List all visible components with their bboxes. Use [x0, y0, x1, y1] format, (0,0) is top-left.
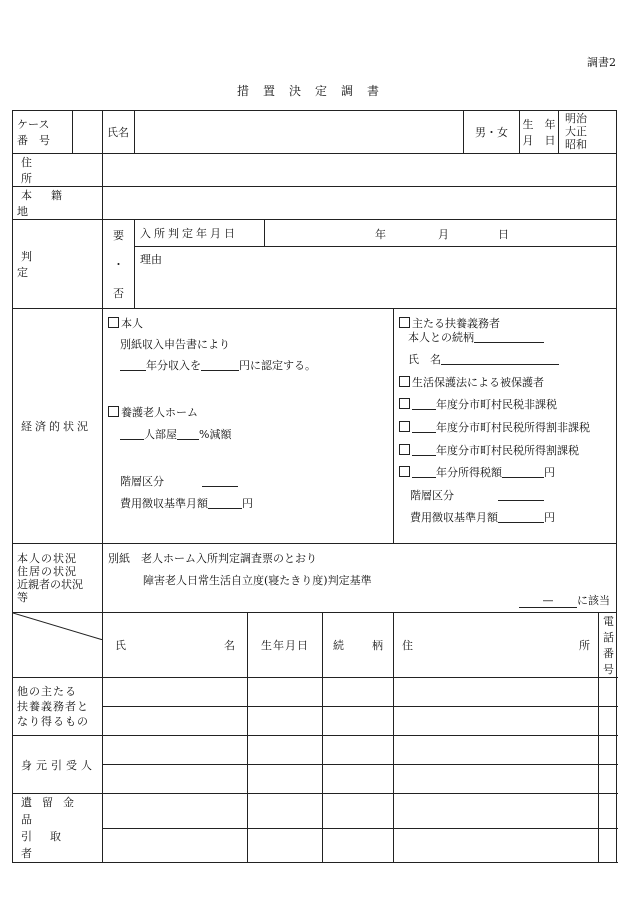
supporter-label: 主たる扶養義務者: [412, 317, 500, 330]
col-name-b: 名: [224, 639, 235, 652]
name-label: 氏名: [107, 126, 129, 139]
status-grade-blank[interactable]: [519, 595, 577, 608]
guarantor-label-cell: [13, 736, 103, 794]
tax1-checkbox[interactable]: [399, 398, 410, 409]
effects-birth-field-1[interactable]: [248, 794, 323, 829]
entry-day-unit: 日: [498, 228, 509, 241]
tax4-checkbox[interactable]: [399, 466, 410, 477]
guarantor-phone-field-2[interactable]: [599, 765, 617, 794]
fee-blank-left[interactable]: [208, 496, 242, 509]
guarantor-birth-field-1[interactable]: [248, 736, 323, 765]
guarantor-phone-field-1[interactable]: [599, 736, 617, 765]
entry-date-label: 入所判定年月日: [135, 220, 265, 246]
col-relation-a: 続: [333, 639, 344, 652]
decision-form-table: [12, 110, 617, 863]
welfare-checkbox[interactable]: [399, 376, 410, 387]
domicile-label-cell: [13, 187, 103, 220]
gender-field[interactable]: [464, 111, 520, 154]
income-amount-blank[interactable]: [201, 358, 239, 371]
tier-label-right: 階層区分: [410, 489, 454, 502]
others-label-cell: [13, 678, 103, 736]
income-line: [120, 357, 316, 373]
case-number-label-top: ケース: [17, 118, 50, 131]
guarantor-relation-field-2[interactable]: [323, 765, 394, 794]
effects-address-field-2[interactable]: [394, 828, 599, 863]
judgment-detail-cell: [135, 220, 617, 309]
case-number-label-bottom: 番 号: [17, 134, 50, 147]
yes-option: 要: [113, 228, 124, 242]
guarantor-label: 身元引受人: [21, 758, 96, 772]
home-option[interactable]: [108, 404, 198, 420]
domicile-label: 本籍地: [17, 189, 81, 218]
fee-blank-right[interactable]: [498, 510, 544, 523]
others-name-field-2[interactable]: [103, 707, 248, 736]
tax3-label: 年度分市町村民税所得割課税: [436, 444, 579, 457]
income-text-a: 年分収入を: [146, 359, 201, 372]
tax4-year-blank[interactable]: [412, 465, 436, 478]
era-meiji: 明治: [565, 112, 587, 125]
status-label-line4: 等: [17, 591, 28, 604]
status-line2: 障害老人日常生活自立度(寝たきり度)判定基準: [143, 574, 372, 587]
relation-line: [408, 329, 544, 345]
fee-label-right: 費用徴収基準月額: [410, 511, 498, 524]
room-discount-blank[interactable]: [177, 427, 199, 440]
fee-label-left: 費用徴収基準月額: [120, 497, 208, 510]
tax1-option[interactable]: [399, 396, 557, 412]
self-label: 本人: [121, 317, 143, 330]
entry-year-unit: 年: [375, 228, 386, 241]
room-text-b: %減額: [199, 428, 232, 441]
tax2-label: 年度分市町村民税所得割非課税: [436, 421, 590, 434]
diagonal-corner-cell: [13, 613, 103, 678]
others-relation-field-2[interactable]: [323, 707, 394, 736]
tax3-option[interactable]: [399, 442, 579, 458]
others-name-field-1[interactable]: [103, 678, 248, 707]
guarantor-address-field-2[interactable]: [394, 765, 599, 794]
address-row: [13, 154, 617, 187]
others-birth-field-1[interactable]: [248, 678, 323, 707]
status-line1: 別紙 老人ホーム入所判定調査票のとおり: [108, 552, 317, 565]
supporter-checkbox[interactable]: [399, 317, 410, 328]
reason-label: 理由: [140, 253, 162, 266]
guarantor-name-field-2[interactable]: [103, 765, 248, 794]
tax1-label: 年度分市町村民税非課税: [436, 398, 557, 411]
table-row: [13, 765, 617, 794]
era-showa: 昭和: [565, 138, 587, 151]
name-label-cell: [103, 111, 135, 154]
reason-field[interactable]: [135, 247, 616, 271]
status-row: [13, 544, 617, 613]
tax4-amount-blank[interactable]: [502, 465, 544, 478]
applicable-label: に該当: [577, 594, 610, 607]
era-taisho: 大正: [565, 125, 587, 138]
table-row: [13, 678, 617, 707]
era-options[interactable]: [559, 111, 587, 153]
diagonal-line: [13, 613, 103, 640]
status-label-cell: [13, 544, 103, 613]
fee-unit-right: 円: [544, 511, 555, 524]
col-address-header: [394, 613, 599, 678]
table-row: [13, 736, 617, 765]
others-label-line2: 扶養義務者と: [17, 700, 89, 713]
birth-label-top: 生 年: [522, 118, 556, 131]
welfare-option[interactable]: [399, 374, 544, 390]
status-dash: —: [542, 594, 554, 607]
economic-left-cell: [103, 309, 394, 544]
supporter-name-blank[interactable]: [441, 352, 559, 365]
others-phone-field-1[interactable]: [599, 678, 617, 707]
tax3-year-blank[interactable]: [412, 443, 436, 456]
table-row: [13, 707, 617, 736]
judgment-row: [13, 220, 617, 309]
welfare-label: 生活保護法による被保護者: [412, 376, 544, 389]
relation-blank[interactable]: [474, 330, 544, 343]
effects-birth-field-2[interactable]: [248, 828, 323, 863]
effects-label-line2: 引取者: [21, 830, 79, 860]
domicile-row: [13, 187, 617, 220]
status-label-line1: 本人の状況: [17, 552, 77, 565]
income-note: 別紙収入申告書により: [120, 338, 230, 351]
guarantor-name-field-1[interactable]: [103, 736, 248, 765]
effects-label-cell: [13, 794, 103, 863]
document-ref-number: 調書2: [587, 56, 616, 69]
effects-relation-field-2[interactable]: [323, 828, 394, 863]
yes-no-field[interactable]: [103, 220, 135, 309]
effects-phone-field-1[interactable]: [599, 794, 617, 829]
case-number-label-cell: [13, 111, 73, 154]
col-relation-header: [323, 613, 394, 678]
birthdate-cell: [520, 111, 617, 154]
tax2-option[interactable]: [399, 419, 590, 435]
col-name-a: 氏: [115, 639, 126, 652]
effects-phone-field-2[interactable]: [599, 828, 617, 863]
col-birth-header: 生年月日: [248, 613, 323, 678]
effects-relation-field-1[interactable]: [323, 794, 394, 829]
fee-line-right: [410, 509, 555, 525]
supporter-name-line: [408, 351, 559, 367]
status-detail-cell: [103, 544, 617, 613]
room-text-a: 人部屋: [144, 428, 177, 441]
room-count-blank[interactable]: [120, 427, 144, 440]
tier-line-right: [410, 487, 544, 503]
room-line: [120, 426, 231, 442]
fee-line-left: [120, 495, 253, 511]
tier-blank-right[interactable]: [498, 488, 544, 501]
tax4-unit: 円: [544, 466, 555, 479]
tier-line-left: [120, 473, 238, 489]
economic-label-cell: [13, 309, 103, 544]
gender-options: 男・女: [475, 126, 508, 139]
col-address-b: 所: [579, 639, 590, 652]
col-name-header: [103, 613, 248, 678]
self-option[interactable]: [108, 315, 143, 331]
tax4-option[interactable]: [399, 464, 555, 480]
entry-date-field[interactable]: [265, 220, 616, 246]
tax2-checkbox[interactable]: [399, 421, 410, 432]
effects-name-field-2[interactable]: [103, 828, 248, 863]
table-row: [13, 828, 617, 863]
birth-label-bottom: 月 日: [522, 134, 556, 147]
others-address-field-2[interactable]: [394, 707, 599, 736]
tier-label-left: 階層区分: [120, 475, 164, 488]
domicile-field[interactable]: [103, 187, 617, 220]
economic-label: 経済的状況: [21, 420, 91, 433]
guarantor-address-field-1[interactable]: [394, 736, 599, 765]
self-checkbox[interactable]: [108, 317, 119, 328]
entry-month-unit: 月: [438, 228, 449, 241]
home-checkbox[interactable]: [108, 406, 119, 417]
address-field[interactable]: [103, 154, 617, 187]
status-applicable: [519, 592, 610, 608]
table-row: [13, 794, 617, 829]
effects-label-line1: 遺留金品: [21, 796, 84, 826]
tier-blank-left[interactable]: [202, 474, 238, 487]
guarantor-birth-field-2[interactable]: [248, 765, 323, 794]
dot-separator: ・: [113, 257, 124, 271]
supporter-name-label: 氏 名: [408, 353, 441, 366]
case-number-field[interactable]: [73, 111, 103, 154]
address-label-cell: [13, 154, 103, 187]
relation-label: 本人との続柄: [408, 331, 474, 344]
others-address-field-1[interactable]: [394, 678, 599, 707]
others-relation-field-1[interactable]: [323, 678, 394, 707]
tax3-checkbox[interactable]: [399, 444, 410, 455]
name-field[interactable]: [135, 111, 464, 154]
status-label-line2: 住居の状況: [17, 565, 77, 578]
tax4-label: 年分所得税額: [436, 466, 502, 479]
economic-right-cell: [394, 309, 617, 544]
others-birth-field-2[interactable]: [248, 707, 323, 736]
tax1-year-blank[interactable]: [412, 397, 436, 410]
effects-address-field-1[interactable]: [394, 794, 599, 829]
effects-name-field-1[interactable]: [103, 794, 248, 829]
others-label-line3: なり得るもの: [17, 715, 89, 728]
guarantor-relation-field-1[interactable]: [323, 736, 394, 765]
income-text-b: 円に認定する。: [239, 359, 316, 372]
fee-unit-left: 円: [242, 497, 253, 510]
header-row: [13, 111, 617, 154]
economic-row: [13, 309, 617, 544]
no-option: 否: [113, 287, 124, 301]
col-relation-b: 柄: [372, 639, 383, 652]
tax2-year-blank[interactable]: [412, 420, 436, 433]
column-header-row: [13, 613, 617, 678]
others-phone-field-2[interactable]: [599, 707, 617, 736]
judgment-label: 判定: [17, 250, 90, 279]
col-phone-header: 電話番号: [599, 613, 617, 678]
others-label-line1: 他の主たる: [17, 685, 77, 698]
income-year-blank[interactable]: [120, 358, 146, 371]
status-label-line3: 近親者の状況: [17, 578, 83, 591]
page-title: 措置決定調書: [236, 84, 393, 98]
home-label: 養護老人ホーム: [121, 406, 198, 419]
judgment-label-cell: [13, 220, 103, 309]
address-label: 住所: [21, 156, 80, 185]
col-address-a: 住: [402, 639, 413, 652]
